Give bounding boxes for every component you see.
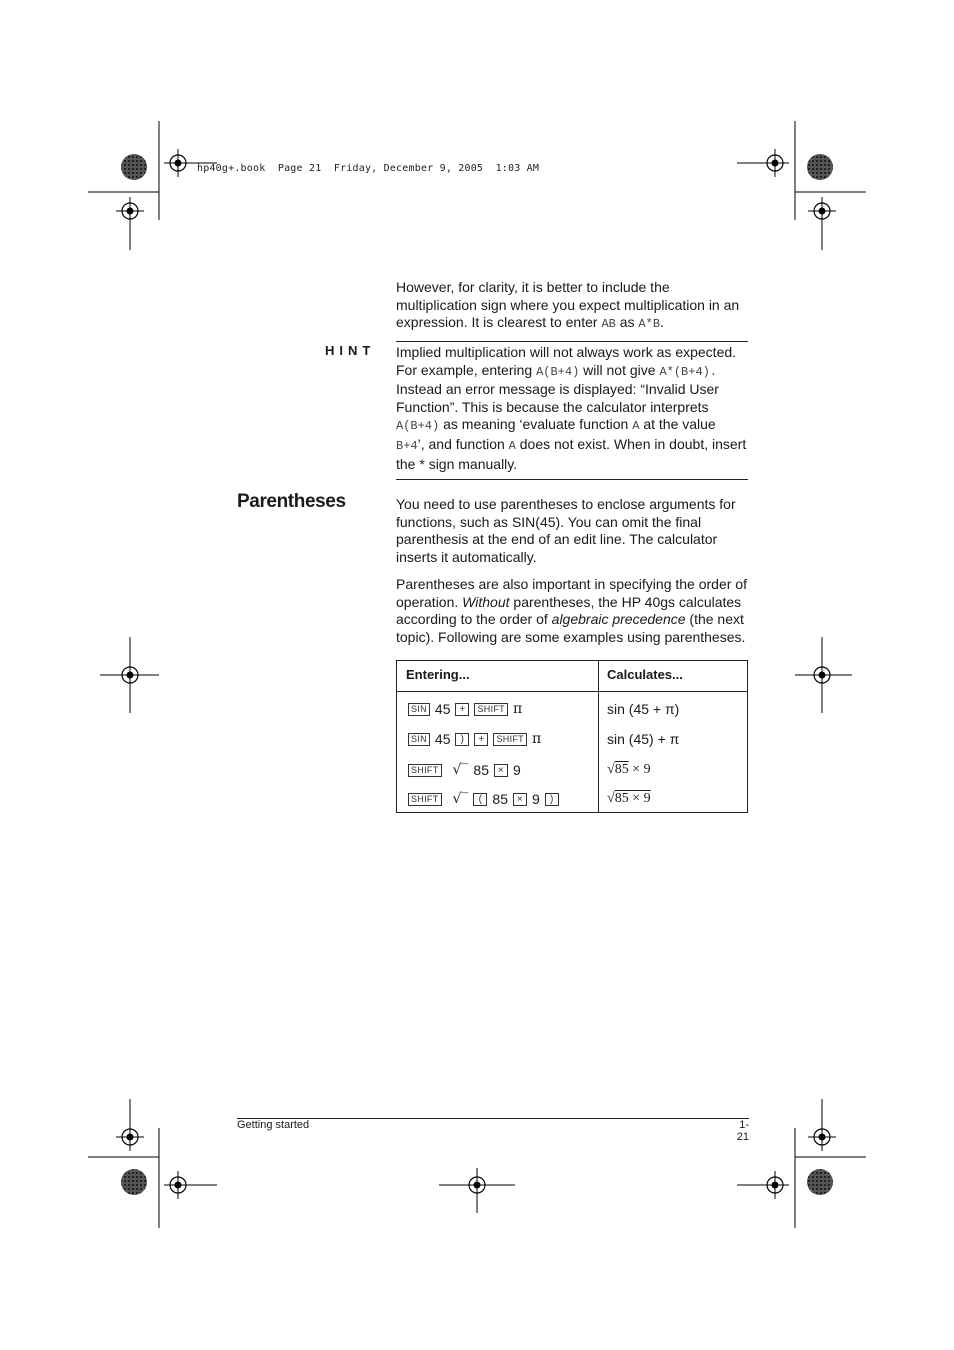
entry-number: 45 xyxy=(434,701,451,717)
parentheses-paragraph-1: You need to use parentheses to enclose arguments for functions, such as SIN(45). You can omit the final parenthesis at the end of an edit line. The calculator inserts it automatically. xyxy=(396,496,736,565)
hint-code: A xyxy=(632,419,640,434)
hint-text-part: as meaning ‘evaluate function xyxy=(439,416,633,433)
entry-keys xyxy=(408,791,559,807)
result: sin (45) + π xyxy=(607,731,680,747)
parentheses-paragraph-2 xyxy=(396,576,752,646)
hint-text-part: will not give xyxy=(579,361,660,378)
hint-code: B+4 xyxy=(396,438,418,453)
intro-paragraph xyxy=(396,279,752,334)
sqrt-icon: √‾ xyxy=(452,791,469,807)
hint-text-part: Implied multiplication will not always work as expected. For example, entering xyxy=(396,344,737,378)
hint-text-part: Instead an error message is displayed: “Invalid User Function”. This is because the calculator interprets xyxy=(396,381,719,415)
entry-number: 9 xyxy=(532,791,540,807)
pi-symbol: π xyxy=(512,701,523,717)
footer-page-number: 1-21 xyxy=(736,1119,749,1143)
plus-key: + xyxy=(455,703,469,716)
radicand: 85 xyxy=(614,762,629,777)
result-sqrt-expression xyxy=(607,791,651,807)
printer-slug: hp40g+.book Page 21 Friday, December 9, 2005 1:03 AM xyxy=(197,163,540,174)
section-heading: Parentheses xyxy=(237,491,346,512)
entry-number: 85 xyxy=(492,791,508,807)
radicand: 85 × 9 xyxy=(614,791,651,806)
result: sin (45 + π) xyxy=(607,701,680,717)
result-sqrt-expression xyxy=(607,762,651,778)
times-key: × xyxy=(513,793,527,806)
intro-text: However, for clarity, it is better to include the multiplication sign where you expect multiplication in an expression. It is clearest to enter xyxy=(396,279,740,331)
pi-symbol: π xyxy=(531,731,542,747)
radical-sign-icon: √ xyxy=(607,791,615,806)
para-text: (the next topic). Following are some examples using parentheses. xyxy=(396,611,746,645)
footer-rule xyxy=(237,1118,749,1119)
entry-number: 9 xyxy=(513,762,521,778)
table-row xyxy=(397,696,747,726)
entry-keys xyxy=(408,762,521,778)
hint-text xyxy=(396,344,748,473)
table-row xyxy=(397,757,747,787)
intro-text: as xyxy=(615,314,639,331)
hint-text-part: does not exist. When in doubt, insert the * sign manually. xyxy=(396,435,747,472)
hint-code: A(B+4) xyxy=(396,419,440,434)
para-emphasis: Without xyxy=(462,593,510,610)
intro-text: . xyxy=(660,314,664,331)
hint-code: A xyxy=(508,438,516,453)
plus-key: + xyxy=(474,733,488,746)
code-a-times-b: A*B xyxy=(638,317,661,332)
hint-code: A*(B+4). xyxy=(659,364,718,379)
table-row xyxy=(397,726,747,756)
hint-text-part: at the value xyxy=(639,416,716,433)
sin-key: SIN xyxy=(408,703,430,716)
open-paren-key: ( xyxy=(473,793,487,806)
table-header-calculates: Calculates... xyxy=(607,667,683,682)
shift-key: SHIFT xyxy=(408,793,442,806)
entry-keys xyxy=(408,701,522,717)
para-text: parentheses, the HP 40gs calculates according to the order of xyxy=(396,593,742,628)
shift-key: SHIFT xyxy=(474,703,508,716)
close-paren-key: ) xyxy=(545,793,559,806)
sqrt-icon: √‾ xyxy=(452,762,469,778)
code-ab: AB xyxy=(601,317,616,332)
close-paren-key: ) xyxy=(455,733,469,746)
para-text: Parentheses are also important in specifying the order of operation. xyxy=(396,576,747,610)
examples-table xyxy=(396,660,748,813)
times-key: × xyxy=(494,764,508,777)
entry-number: 85 xyxy=(473,762,489,778)
result-rest: × 9 xyxy=(628,762,651,777)
hint-text-part: ’, and function xyxy=(417,435,509,452)
shift-key: SHIFT xyxy=(493,733,527,746)
radical-sign-icon: √ xyxy=(607,762,615,777)
para-emphasis: algebraic precedence xyxy=(551,611,686,628)
entry-keys xyxy=(408,731,541,747)
table-header-rule xyxy=(397,691,747,692)
shift-key: SHIFT xyxy=(408,764,442,777)
hint-box xyxy=(396,341,748,480)
hint-label: HINT xyxy=(325,343,376,358)
table-header-entering: Entering... xyxy=(406,667,470,682)
entry-number: 45 xyxy=(434,731,451,747)
sin-key: SIN xyxy=(408,733,430,746)
footer-chapter: Getting started xyxy=(237,1119,310,1131)
hint-code: A(B+4) xyxy=(536,364,580,379)
table-row xyxy=(397,786,747,816)
